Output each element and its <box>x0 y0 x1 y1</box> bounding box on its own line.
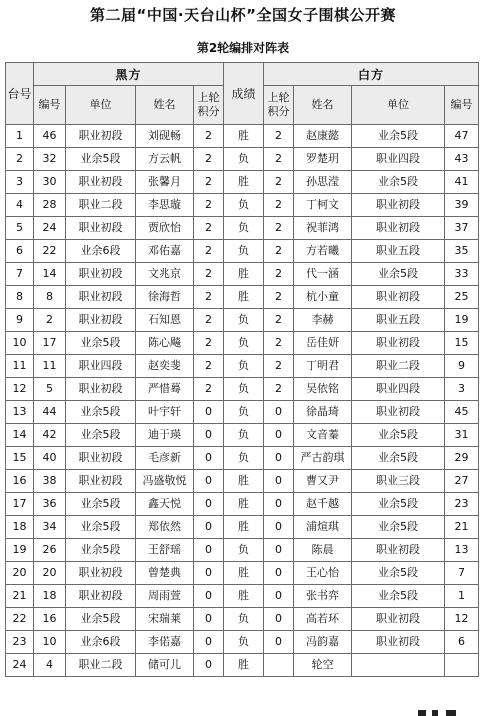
header-black-side: 黑方 <box>34 63 224 86</box>
header-black-name: 姓名 <box>136 86 194 125</box>
table-row <box>6 470 479 493</box>
header-white-number: 编号 <box>445 86 479 125</box>
result-cell: 负 <box>224 631 264 654</box>
white-prev-score-cell: 2 <box>264 332 294 355</box>
black-name-cell: 方云帆 <box>136 148 194 171</box>
table-row <box>6 562 479 585</box>
white-unit-cell: 业余5段 <box>352 493 445 516</box>
table-no-cell: 12 <box>6 378 34 401</box>
edge-mark <box>432 710 438 716</box>
table-no-cell: 3 <box>6 171 34 194</box>
black-prev-score-cell: 0 <box>194 654 224 677</box>
black-name-cell: 曾楚典 <box>136 562 194 585</box>
page-bottom-edge <box>0 709 486 716</box>
table-body <box>6 125 479 677</box>
white-prev-score-cell: 0 <box>264 631 294 654</box>
black-prev-score-cell: 0 <box>194 631 224 654</box>
table-no-cell: 6 <box>6 240 34 263</box>
black-number-cell: 18 <box>34 585 66 608</box>
black-prev-score-cell: 2 <box>194 125 224 148</box>
white-unit-cell: 职业初段 <box>352 286 445 309</box>
black-prev-score-cell: 2 <box>194 217 224 240</box>
table-no-cell: 21 <box>6 585 34 608</box>
black-unit-cell: 职业初段 <box>66 470 136 493</box>
white-prev-score-cell: 2 <box>264 378 294 401</box>
header-black-prev-score: 上轮积分 <box>194 86 224 125</box>
black-name-cell: 李偌嘉 <box>136 631 194 654</box>
black-number-cell: 42 <box>34 424 66 447</box>
white-prev-score-cell <box>264 654 294 677</box>
table-row <box>6 447 479 470</box>
table-row <box>6 217 479 240</box>
black-unit-cell: 业余5段 <box>66 539 136 562</box>
header-white-side: 白方 <box>264 63 479 86</box>
table-row <box>6 332 479 355</box>
white-prev-score-cell: 2 <box>264 240 294 263</box>
table-row <box>6 355 479 378</box>
black-name-cell: 鑫天悦 <box>136 493 194 516</box>
white-name-cell: 杭小童 <box>294 286 352 309</box>
white-unit-cell: 职业初段 <box>352 217 445 240</box>
black-number-cell: 34 <box>34 516 66 539</box>
white-name-cell: 高若环 <box>294 608 352 631</box>
black-number-cell: 26 <box>34 539 66 562</box>
black-name-cell: 叶宇轩 <box>136 401 194 424</box>
table-no-cell: 20 <box>6 562 34 585</box>
table-row <box>6 608 479 631</box>
header-black-number: 编号 <box>34 86 66 125</box>
black-prev-score-cell: 2 <box>194 355 224 378</box>
white-number-cell: 25 <box>445 286 479 309</box>
white-number-cell: 43 <box>445 148 479 171</box>
table-no-cell: 18 <box>6 516 34 539</box>
black-number-cell: 44 <box>34 401 66 424</box>
white-unit-cell: 业余5段 <box>352 516 445 539</box>
white-unit-cell: 业余5段 <box>352 447 445 470</box>
white-name-cell: 丁柯文 <box>294 194 352 217</box>
black-name-cell: 邓佑嘉 <box>136 240 194 263</box>
black-unit-cell: 职业初段 <box>66 378 136 401</box>
black-number-cell: 22 <box>34 240 66 263</box>
white-prev-score-cell: 0 <box>264 447 294 470</box>
white-number-cell: 21 <box>445 516 479 539</box>
white-name-cell: 张书弈 <box>294 585 352 608</box>
black-number-cell: 2 <box>34 309 66 332</box>
black-number-cell: 20 <box>34 562 66 585</box>
white-unit-cell: 职业初段 <box>352 608 445 631</box>
black-unit-cell: 职业初段 <box>66 125 136 148</box>
result-cell: 胜 <box>224 286 264 309</box>
black-unit-cell: 职业初段 <box>66 217 136 240</box>
black-name-cell: 毛彦新 <box>136 447 194 470</box>
white-number-cell: 27 <box>445 470 479 493</box>
table-no-cell: 15 <box>6 447 34 470</box>
black-unit-cell: 职业四段 <box>66 355 136 378</box>
table-no-cell: 24 <box>6 654 34 677</box>
table-no-cell: 16 <box>6 470 34 493</box>
white-number-cell: 12 <box>445 608 479 631</box>
white-name-cell: 冯韵嘉 <box>294 631 352 654</box>
black-unit-cell: 业余6段 <box>66 240 136 263</box>
black-number-cell: 17 <box>34 332 66 355</box>
black-number-cell: 46 <box>34 125 66 148</box>
table-no-cell: 13 <box>6 401 34 424</box>
result-cell: 胜 <box>224 585 264 608</box>
black-name-cell: 储可儿 <box>136 654 194 677</box>
table-no-cell: 10 <box>6 332 34 355</box>
white-unit-cell: 职业五段 <box>352 309 445 332</box>
white-unit-cell: 业余5段 <box>352 125 445 148</box>
white-number-cell: 33 <box>445 263 479 286</box>
table-row <box>6 654 479 677</box>
table-row <box>6 194 479 217</box>
black-name-cell: 王舒瑶 <box>136 539 194 562</box>
black-name-cell: 石知恩 <box>136 309 194 332</box>
black-prev-score-cell: 2 <box>194 240 224 263</box>
result-cell: 负 <box>224 332 264 355</box>
white-prev-score-cell: 2 <box>264 286 294 309</box>
white-unit-cell: 职业五段 <box>352 240 445 263</box>
black-number-cell: 11 <box>34 355 66 378</box>
table-header <box>6 63 479 125</box>
white-number-cell: 29 <box>445 447 479 470</box>
table-no-cell: 19 <box>6 539 34 562</box>
table-row <box>6 125 479 148</box>
header-white-prev-score: 上轮积分 <box>264 86 294 125</box>
table-no-cell: 17 <box>6 493 34 516</box>
black-name-cell: 刘砚畅 <box>136 125 194 148</box>
table-no-cell: 8 <box>6 286 34 309</box>
black-name-cell: 冯盛敬悦 <box>136 470 194 493</box>
white-prev-score-cell: 0 <box>264 401 294 424</box>
pairing-table <box>5 62 479 677</box>
black-number-cell: 36 <box>34 493 66 516</box>
black-number-cell: 32 <box>34 148 66 171</box>
black-number-cell: 28 <box>34 194 66 217</box>
black-unit-cell: 职业初段 <box>66 447 136 470</box>
result-cell: 胜 <box>224 263 264 286</box>
document-subtitle: 第2轮编排对阵表 <box>196 41 290 55</box>
black-unit-cell: 职业初段 <box>66 286 136 309</box>
black-prev-score-cell: 2 <box>194 171 224 194</box>
table-row <box>6 631 479 654</box>
white-name-cell: 岳佳妍 <box>294 332 352 355</box>
black-prev-score-cell: 0 <box>194 447 224 470</box>
black-prev-score-cell: 0 <box>194 585 224 608</box>
white-name-cell: 代一涵 <box>294 263 352 286</box>
white-name-cell: 丁明君 <box>294 355 352 378</box>
black-number-cell: 14 <box>34 263 66 286</box>
white-number-cell: 35 <box>445 240 479 263</box>
white-prev-score-cell: 2 <box>264 217 294 240</box>
table-row <box>6 240 479 263</box>
white-number-cell: 31 <box>445 424 479 447</box>
black-prev-score-cell: 2 <box>194 194 224 217</box>
white-number-cell: 13 <box>445 539 479 562</box>
white-number-cell: 3 <box>445 378 479 401</box>
black-name-cell: 宋瑞莱 <box>136 608 194 631</box>
result-cell: 负 <box>224 447 264 470</box>
table-no-cell: 11 <box>6 355 34 378</box>
white-unit-cell: 职业初段 <box>352 539 445 562</box>
white-prev-score-cell: 2 <box>264 171 294 194</box>
header-result: 成绩 <box>224 63 264 125</box>
table-row <box>6 424 479 447</box>
black-number-cell: 40 <box>34 447 66 470</box>
result-cell: 胜 <box>224 654 264 677</box>
white-number-cell: 9 <box>445 355 479 378</box>
table-row <box>6 516 479 539</box>
white-unit-cell: 业余5段 <box>352 171 445 194</box>
table-no-cell: 5 <box>6 217 34 240</box>
table-row <box>6 401 479 424</box>
white-unit-cell: 职业初段 <box>352 401 445 424</box>
document-title: 第二届“中国·天台山杯”全国女子围棋公开赛 <box>90 6 396 24</box>
black-prev-score-cell: 2 <box>194 309 224 332</box>
black-unit-cell: 业余5段 <box>66 424 136 447</box>
black-prev-score-cell: 2 <box>194 378 224 401</box>
table-row <box>6 286 479 309</box>
black-unit-cell: 业余5段 <box>66 516 136 539</box>
result-cell: 负 <box>224 539 264 562</box>
white-prev-score-cell: 0 <box>264 585 294 608</box>
black-name-cell: 郑依然 <box>136 516 194 539</box>
black-prev-score-cell: 2 <box>194 332 224 355</box>
result-cell: 负 <box>224 240 264 263</box>
white-name-cell: 李赫 <box>294 309 352 332</box>
white-prev-score-cell: 0 <box>264 608 294 631</box>
white-name-cell: 吴依铭 <box>294 378 352 401</box>
table-no-cell: 22 <box>6 608 34 631</box>
table-row <box>6 171 479 194</box>
result-cell: 负 <box>224 608 264 631</box>
table-no-cell: 7 <box>6 263 34 286</box>
table-row <box>6 378 479 401</box>
white-number-cell: 47 <box>445 125 479 148</box>
white-prev-score-cell: 0 <box>264 562 294 585</box>
white-prev-score-cell: 2 <box>264 148 294 171</box>
black-prev-score-cell: 2 <box>194 148 224 171</box>
black-name-cell: 贾欣怡 <box>136 217 194 240</box>
white-number-cell: 45 <box>445 401 479 424</box>
white-name-cell: 曹又尹 <box>294 470 352 493</box>
result-cell: 负 <box>224 217 264 240</box>
white-name-cell: 王心怡 <box>294 562 352 585</box>
black-unit-cell: 业余5段 <box>66 332 136 355</box>
table-no-cell: 9 <box>6 309 34 332</box>
header-table-no: 台号 <box>6 63 34 125</box>
white-unit-cell: 职业四段 <box>352 148 445 171</box>
white-prev-score-cell: 2 <box>264 194 294 217</box>
white-prev-score-cell: 0 <box>264 539 294 562</box>
result-cell: 胜 <box>224 493 264 516</box>
edge-mark <box>446 710 456 716</box>
white-unit-cell: 业余5段 <box>352 424 445 447</box>
black-number-cell: 8 <box>34 286 66 309</box>
black-unit-cell: 业余5段 <box>66 608 136 631</box>
header-black-unit: 单位 <box>66 86 136 125</box>
white-prev-score-cell: 0 <box>264 424 294 447</box>
white-number-cell <box>445 654 479 677</box>
result-cell: 负 <box>224 194 264 217</box>
table-no-cell: 14 <box>6 424 34 447</box>
white-prev-score-cell: 2 <box>264 263 294 286</box>
white-unit-cell: 职业三段 <box>352 470 445 493</box>
result-cell: 负 <box>224 424 264 447</box>
black-unit-cell: 职业初段 <box>66 309 136 332</box>
table-no-cell: 1 <box>6 125 34 148</box>
edge-mark <box>418 710 426 716</box>
white-number-cell: 1 <box>445 585 479 608</box>
black-number-cell: 10 <box>34 631 66 654</box>
black-unit-cell: 职业初段 <box>66 171 136 194</box>
white-unit-cell <box>352 654 445 677</box>
black-number-cell: 4 <box>34 654 66 677</box>
result-cell: 负 <box>224 309 264 332</box>
white-unit-cell: 业余5段 <box>352 585 445 608</box>
black-name-cell: 张馨月 <box>136 171 194 194</box>
result-cell: 胜 <box>224 562 264 585</box>
black-prev-score-cell: 0 <box>194 562 224 585</box>
black-name-cell: 周雨萱 <box>136 585 194 608</box>
white-unit-cell: 职业初段 <box>352 332 445 355</box>
table-row <box>6 585 479 608</box>
black-number-cell: 24 <box>34 217 66 240</box>
white-number-cell: 6 <box>445 631 479 654</box>
result-cell: 胜 <box>224 171 264 194</box>
black-prev-score-cell: 0 <box>194 424 224 447</box>
black-name-cell: 严惜蓦 <box>136 378 194 401</box>
black-prev-score-cell: 0 <box>194 516 224 539</box>
table-row <box>6 493 479 516</box>
black-prev-score-cell: 2 <box>194 286 224 309</box>
black-name-cell: 赵奕斐 <box>136 355 194 378</box>
white-name-cell: 赵康懿 <box>294 125 352 148</box>
black-unit-cell: 职业二段 <box>66 194 136 217</box>
table-row <box>6 539 479 562</box>
white-unit-cell: 业余5段 <box>352 562 445 585</box>
white-name-cell: 陈晨 <box>294 539 352 562</box>
white-name-cell: 严古韵琪 <box>294 447 352 470</box>
black-unit-cell: 职业初段 <box>66 562 136 585</box>
white-number-cell: 37 <box>445 217 479 240</box>
black-name-cell: 陈心飚 <box>136 332 194 355</box>
white-name-cell: 赵千越 <box>294 493 352 516</box>
result-cell: 胜 <box>224 516 264 539</box>
white-prev-score-cell: 0 <box>264 493 294 516</box>
header-white-name: 姓名 <box>294 86 352 125</box>
black-prev-score-cell: 0 <box>194 539 224 562</box>
white-name-cell: 祝菲鸿 <box>294 217 352 240</box>
result-cell: 负 <box>224 355 264 378</box>
black-unit-cell: 业余5段 <box>66 401 136 424</box>
black-name-cell: 李思璇 <box>136 194 194 217</box>
white-prev-score-cell: 2 <box>264 355 294 378</box>
result-cell: 负 <box>224 148 264 171</box>
white-prev-score-cell: 0 <box>264 470 294 493</box>
white-name-cell: 轮空 <box>294 654 352 677</box>
white-number-cell: 7 <box>445 562 479 585</box>
white-name-cell: 文音蓁 <box>294 424 352 447</box>
white-number-cell: 23 <box>445 493 479 516</box>
black-name-cell: 徐海哲 <box>136 286 194 309</box>
black-prev-score-cell: 0 <box>194 401 224 424</box>
header-white-unit: 单位 <box>352 86 445 125</box>
black-number-cell: 38 <box>34 470 66 493</box>
white-name-cell: 徐晶琦 <box>294 401 352 424</box>
table-no-cell: 2 <box>6 148 34 171</box>
black-prev-score-cell: 0 <box>194 493 224 516</box>
white-prev-score-cell: 2 <box>264 309 294 332</box>
white-prev-score-cell: 0 <box>264 516 294 539</box>
black-number-cell: 5 <box>34 378 66 401</box>
black-prev-score-cell: 0 <box>194 608 224 631</box>
black-name-cell: 迪于瑛 <box>136 424 194 447</box>
white-name-cell: 方若曦 <box>294 240 352 263</box>
white-number-cell: 15 <box>445 332 479 355</box>
table-row <box>6 148 479 171</box>
result-cell: 负 <box>224 401 264 424</box>
black-number-cell: 30 <box>34 171 66 194</box>
black-unit-cell: 业余6段 <box>66 631 136 654</box>
black-number-cell: 16 <box>34 608 66 631</box>
black-prev-score-cell: 0 <box>194 470 224 493</box>
white-prev-score-cell: 2 <box>264 125 294 148</box>
white-number-cell: 39 <box>445 194 479 217</box>
white-unit-cell: 职业四段 <box>352 378 445 401</box>
white-name-cell: 孙思滢 <box>294 171 352 194</box>
table-no-cell: 23 <box>6 631 34 654</box>
black-name-cell: 文兆京 <box>136 263 194 286</box>
result-cell: 胜 <box>224 125 264 148</box>
white-unit-cell: 业余5段 <box>352 263 445 286</box>
table-row <box>6 263 479 286</box>
black-unit-cell: 职业二段 <box>66 654 136 677</box>
black-unit-cell: 职业初段 <box>66 263 136 286</box>
white-unit-cell: 职业初段 <box>352 631 445 654</box>
white-name-cell: 罗楚玥 <box>294 148 352 171</box>
black-unit-cell: 业余5段 <box>66 493 136 516</box>
white-unit-cell: 职业初段 <box>352 194 445 217</box>
black-unit-cell: 业余5段 <box>66 148 136 171</box>
black-unit-cell: 职业初段 <box>66 585 136 608</box>
white-name-cell: 浦煊琪 <box>294 516 352 539</box>
white-number-cell: 19 <box>445 309 479 332</box>
black-prev-score-cell: 2 <box>194 263 224 286</box>
table-row <box>6 309 479 332</box>
white-number-cell: 41 <box>445 171 479 194</box>
result-cell: 负 <box>224 378 264 401</box>
white-unit-cell: 职业二段 <box>352 355 445 378</box>
result-cell: 胜 <box>224 470 264 493</box>
table-no-cell: 4 <box>6 194 34 217</box>
